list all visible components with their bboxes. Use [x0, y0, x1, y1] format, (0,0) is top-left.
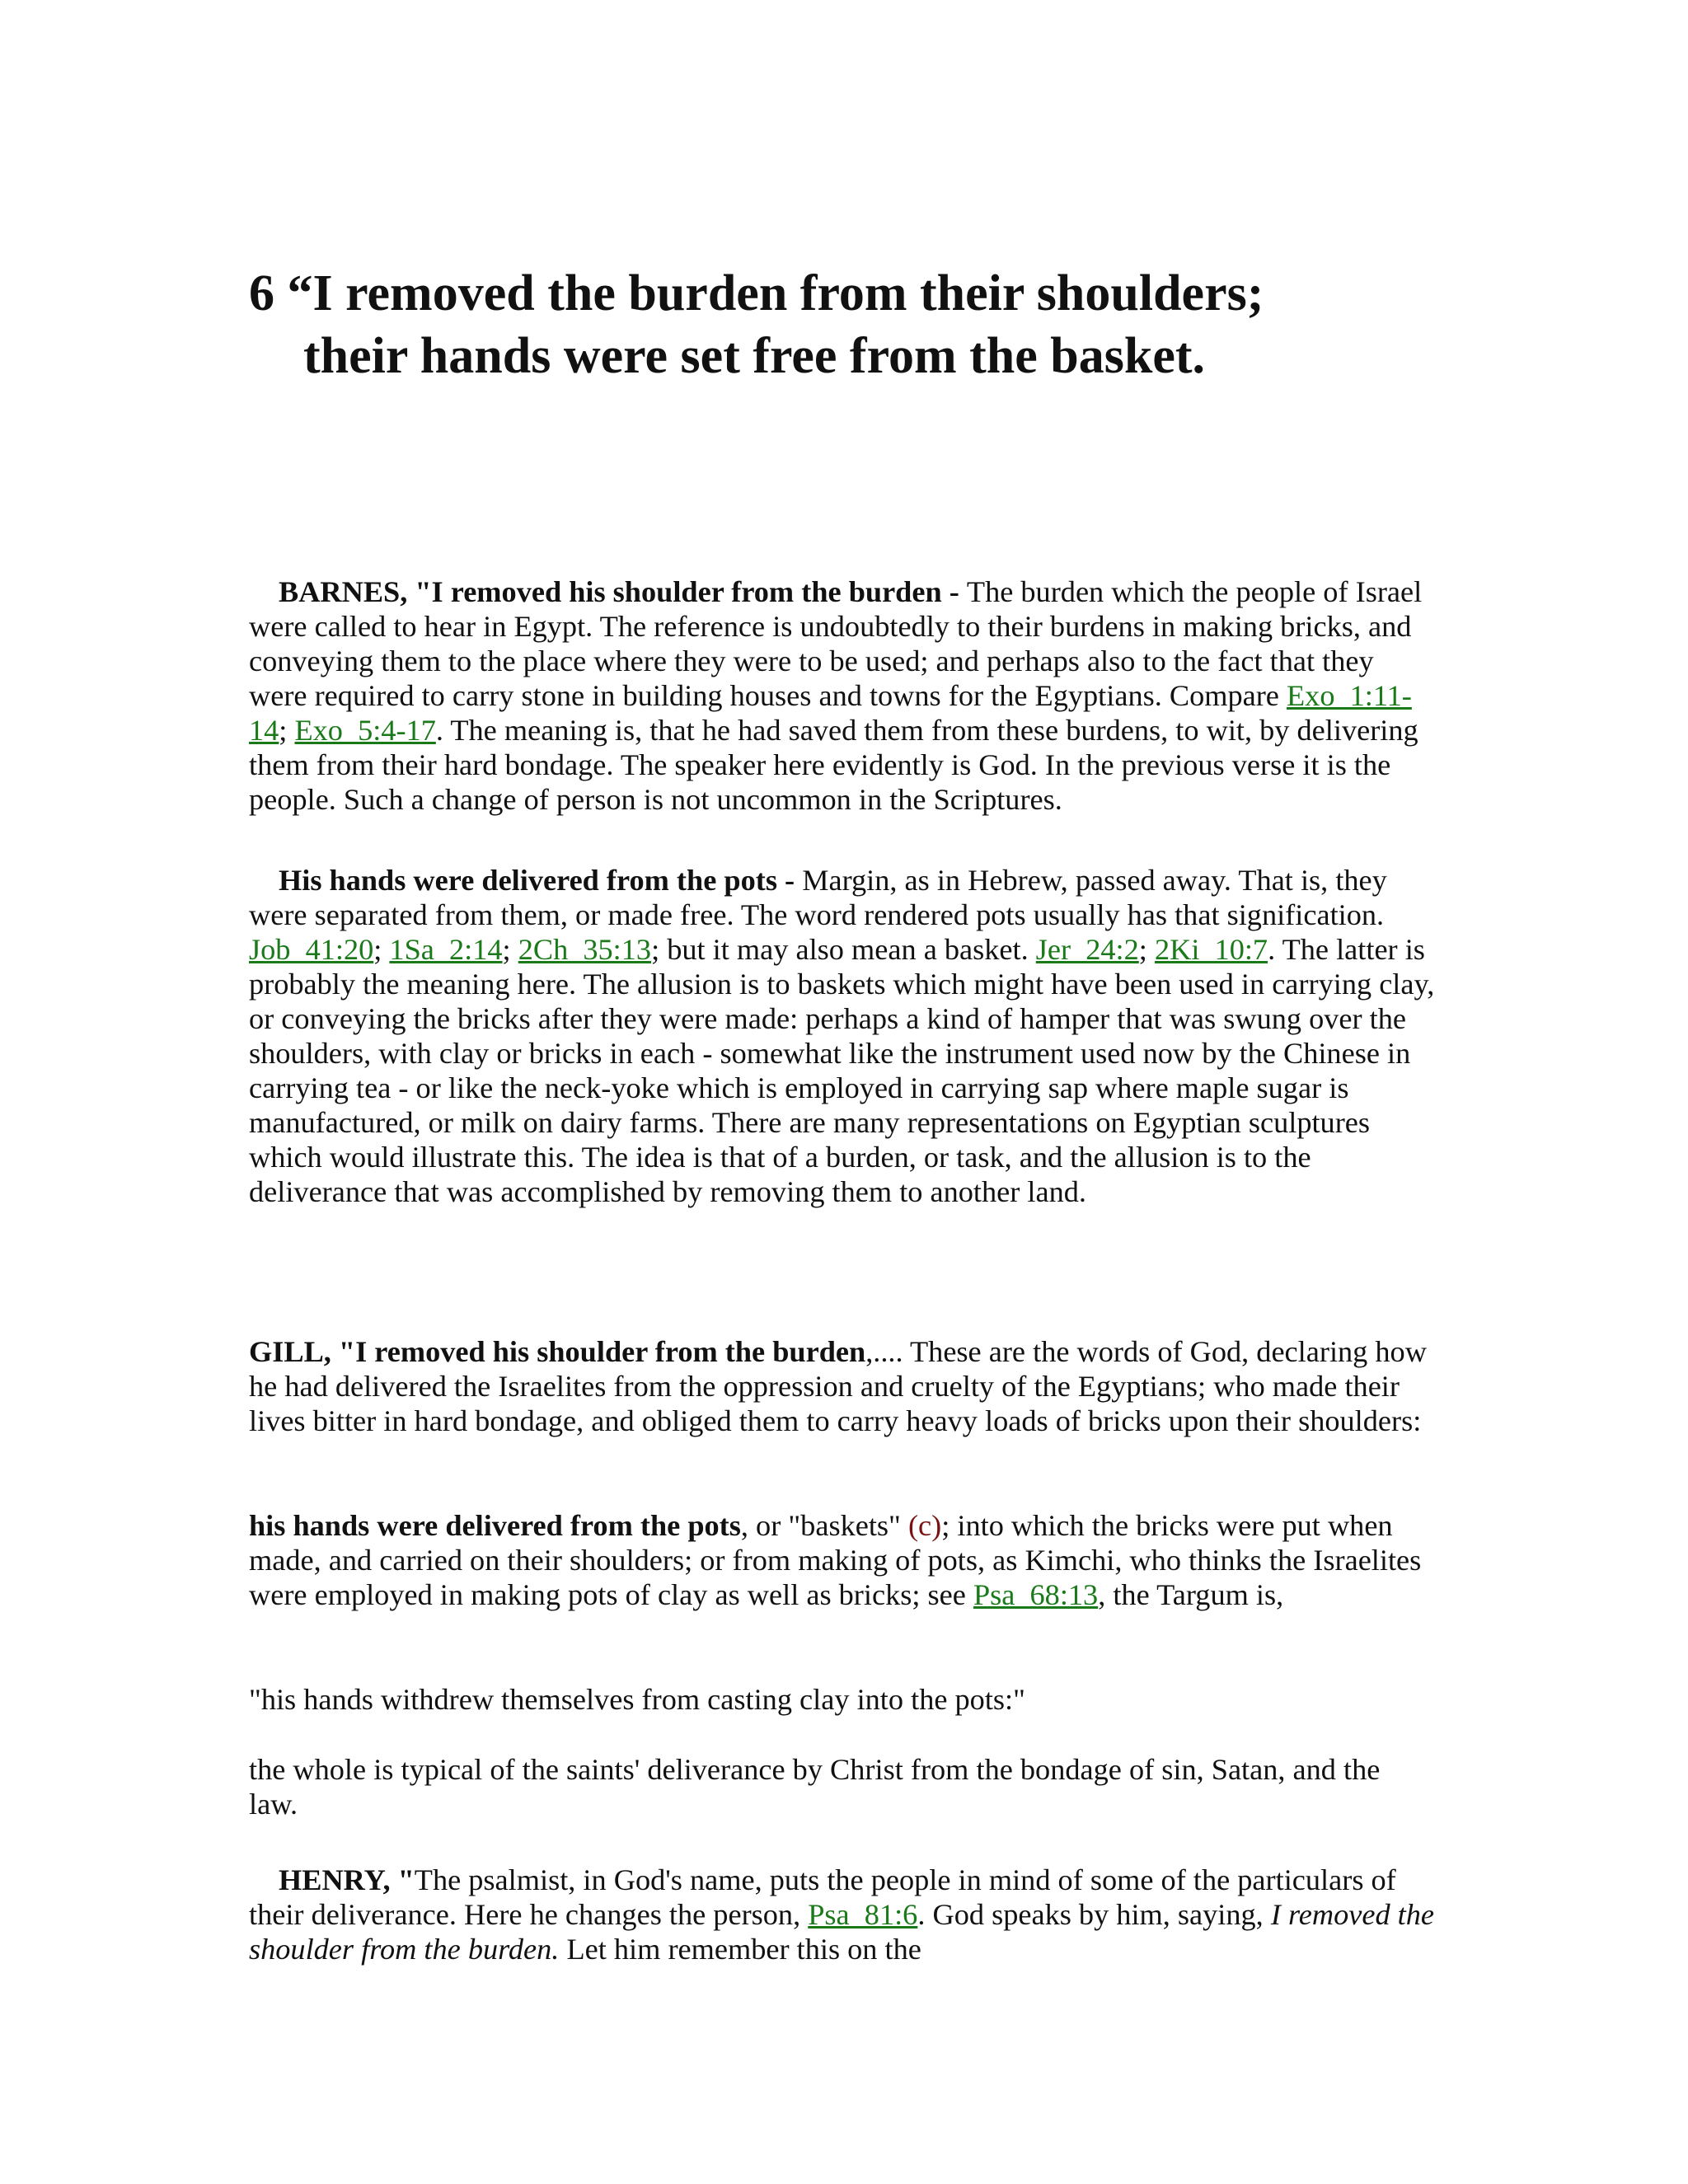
reference-link[interactable]: Psa_81:6 [808, 1898, 918, 1931]
gill-subheading: his hands were delivered from the pots [249, 1509, 741, 1542]
barnes-text: Margin, as in Hebrew, passed away. That is, they were separated from them, or made free. The word rendered pots usually has that signification. [249, 864, 1387, 931]
henry-text: The psalmist, in God's name, puts the people in mind of some of the particulars of their deliverance. Here he changes the person, [249, 1863, 1396, 1931]
separator: ; [502, 933, 518, 966]
reference-link[interactable]: Jer_24:2 [1035, 933, 1139, 966]
gill-paragraph-2 [249, 1508, 1436, 1612]
henry-text: Let him remember this on the [559, 1933, 921, 1966]
barnes-text: . The meaning is, that he had saved them from these burdens, to wit, by delivering them from their hard bondage. The speaker here evidently is God. In the previous verse it is the people. Such a change of person is not uncommon in the Scriptures. [249, 714, 1418, 816]
verse-line-2: their hands were set free from the basket. [303, 328, 1206, 384]
barnes-text: ; but it may also mean a basket. [651, 933, 1036, 966]
reference-link[interactable]: 1Sa_2:14 [389, 933, 503, 966]
reference-link[interactable]: 2Ch_35:13 [518, 933, 652, 966]
gill-text: ,.... These are the words of God, declaring how he had delivered the Israelites from the oppression and cruelty of the Egyptians; who made their lives bitter in hard bondage, and obliged them to carry heavy loads of bricks upon their shoulders: [249, 1335, 1427, 1437]
henry-italic-quote: I removed the shoulder from the burden. [249, 1898, 1435, 1966]
barnes-text: . The latter is probably the meaning here. The allusion is to baskets which might have been used in carrying clay, or conveying the bricks after they were made: perhaps a kind of hamper that was swung over the shoulders, with clay or bricks in each - somewhat like the instrument used now by the Chinese in carrying tea - or like the neck-yoke which is employed in carrying sap where maple sugar is manufactured, or milk on dairy farms. There are many representations on Egyptian sculptures which would illustrate this. The idea is that of a burden, or task, and the allusion is to the deliverance that was accomplished by removing them to another land. [249, 933, 1435, 1208]
reference-link[interactable]: Exo_1:11-14 [249, 679, 1412, 747]
separator: ; [1138, 933, 1155, 966]
separator: ; [373, 933, 390, 966]
reference-link[interactable]: Job_41:20 [249, 933, 374, 966]
barnes-label: BARNES, "I removed his shoulder from the burden - [279, 575, 967, 608]
reference-link[interactable]: 2Ki_10:7 [1154, 933, 1268, 966]
verse-heading [249, 262, 1485, 387]
gill-targum-quote: "his hands withdrew themselves from casting clay into the pots:" [249, 1683, 1025, 1716]
barnes-text: The burden which the people of Israel were called to hear in Egypt. The reference is undoubtedly to their burdens in making bricks, and conveying them to the place where they were to be used; and perhaps also to the fact that they were required to carry stone in building houses and towns for the Egyptians. Compare [249, 575, 1423, 712]
gill-paragraph-1 [249, 1334, 1436, 1438]
gill-text: , the Targum is, [1098, 1578, 1284, 1611]
barnes-paragraph-2 [249, 863, 1436, 1209]
gill-label: GILL, "I removed his shoulder from the burden [249, 1335, 866, 1368]
separator: ; [279, 714, 295, 747]
gill-text: ; into which the bricks were put when made, and carried on their shoulders; or from making of pots, as Kimchi, who thinks the Israelites were employed in making pots of clay as well as bricks; see [249, 1509, 1422, 1611]
reference-link[interactable]: Exo_5:4-17 [294, 714, 436, 747]
reference-link[interactable]: Psa_68:13 [973, 1578, 1099, 1611]
barnes-subheading: His hands were delivered from the pots - [279, 864, 803, 897]
henry-text: . God speaks by him, saying, [917, 1898, 1271, 1931]
verse-line-1: 6 “I removed the burden from their shoulders; [249, 265, 1264, 321]
footnote-marker[interactable]: (c) [907, 1509, 942, 1542]
gill-paragraph-4: the whole is typical of the saints' deliverance by Christ from the bondage of sin, Satan, and the law. [249, 1753, 1381, 1821]
barnes-paragraph-1 [249, 574, 1436, 817]
henry-paragraph [249, 1863, 1436, 1966]
henry-label: HENRY, " [279, 1863, 415, 1896]
gill-text: , or "baskets" [740, 1509, 908, 1542]
